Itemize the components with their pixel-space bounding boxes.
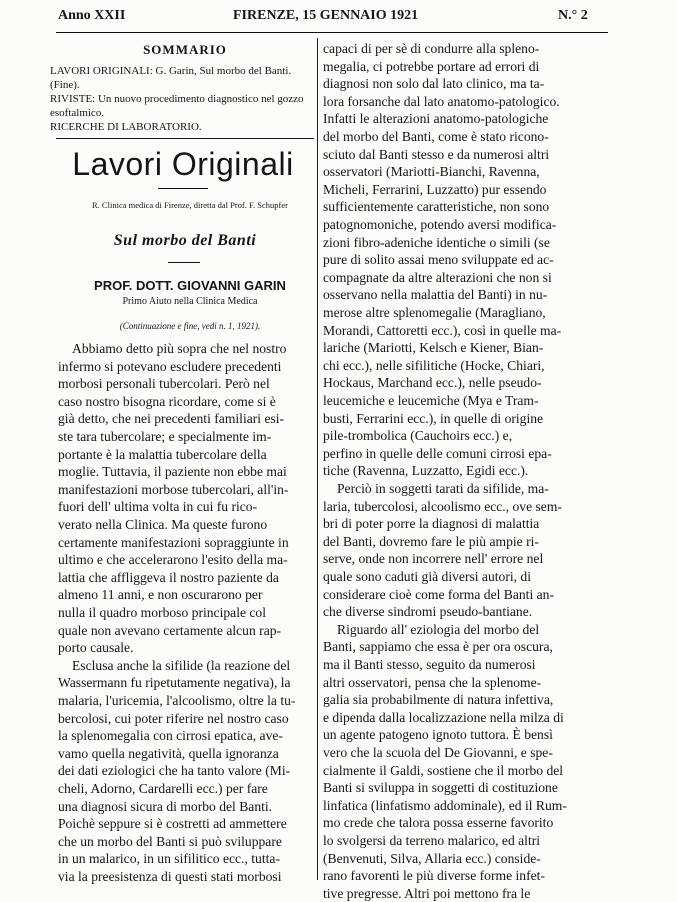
text-line: merose altre splenomegalie (Maragliano, bbox=[323, 305, 546, 320]
text-line: ma il Banti stesso, seguito da numerosi bbox=[323, 657, 536, 672]
text-line: vero che la scuola del De Giovanni, e spe- bbox=[323, 745, 553, 760]
text-line: Perciò in soggetti tarati da sifilide, ma- bbox=[337, 481, 549, 496]
sommario-entry-2: RIVISTE: Un nuovo procedimento diagnostico nel gozzo esoftalmico. bbox=[50, 93, 304, 119]
header-date: FIRENZE, 15 GENNAIO 1921 bbox=[233, 8, 419, 23]
text-line: la splenomegalia con cirrosi epatica, ave- bbox=[58, 728, 283, 744]
sommario-entry-3: RICERCHE DI LABORATORIO. bbox=[50, 121, 202, 133]
text-line: e dipenda dalla localizzazione nella milza di bbox=[323, 709, 564, 725]
text-line: ste tara tubercolare; e specialmente im- bbox=[58, 429, 272, 444]
text-line: certamente manifestazioni sopraggiunte in bbox=[58, 534, 289, 550]
text-line: cialmente il Galdi, sostiene che il morbo del bbox=[323, 762, 564, 778]
header-volume: Anno XXII bbox=[58, 8, 126, 23]
clinic-line: R. Clinica medica di Firenze, diretta dal Prof. F. Schupfer bbox=[92, 200, 288, 210]
text-line: Esclusa anche la sifilide (la reazione del bbox=[72, 657, 291, 673]
text-line: manifestazioni morbose tubercolari, all'in- bbox=[58, 481, 289, 497]
text-line: del morbo del Banti, come è stato ricono- bbox=[323, 129, 549, 144]
text-line: ultimo e che accelerarono l'esito della ma- bbox=[58, 552, 288, 568]
text-line: una diagnosi sicura di morbo del Banti. bbox=[58, 798, 273, 814]
text-line: rano favorenti le più diverse forme infet- bbox=[323, 868, 545, 884]
text-line: Wassermann fu ripetutamente negativa), la bbox=[58, 675, 291, 691]
text-line: un agente patogeno ignoto tuttora. È bensì bbox=[323, 727, 553, 743]
text-line: linfatica (linfatismo addominale), ed il Rum- bbox=[323, 797, 567, 813]
column-divider bbox=[317, 38, 318, 880]
text-line: bri di poter porre la diagnosi di malattia bbox=[323, 516, 540, 532]
text-line: pile-trombolica (Cauchoirs ecc.) e, bbox=[323, 428, 513, 444]
text-line: patognomoniche, potendo aversi modifica- bbox=[323, 217, 557, 232]
text-line: che un morbo del Banti si può sviluppare bbox=[58, 833, 282, 849]
text-line: Hockaus, Marchand ecc.), nelle pseudo- bbox=[323, 375, 542, 391]
header-rule bbox=[56, 32, 608, 33]
text-line: chi ecc.), nelle sifilitiche (Hocke, Chiari, bbox=[323, 357, 545, 373]
text-line: quale sono caduti già diversi autori, di bbox=[323, 569, 532, 584]
section-title: Lavori Originali bbox=[72, 146, 294, 182]
section-rule bbox=[158, 188, 208, 189]
text-line: megalia, ci potrebbe portare ad errori di bbox=[323, 58, 540, 74]
text-line: (Benvenuti, Silva, Allaria ecc.) conside- bbox=[323, 850, 541, 866]
sommario-entry-1: LAVORI ORIGINALI: G. Garin, Sul morbo del Banti. (Fine). bbox=[50, 65, 292, 91]
text-line: zioni fibro-adeniche identiche o simili (se bbox=[323, 234, 550, 250]
text-line: Abbiamo detto più sopra che nel nostro bbox=[72, 341, 287, 356]
text-line: vamo quella negatività, quella ignoranza bbox=[58, 745, 279, 761]
text-line: infermo si potevano escludere precedenti bbox=[58, 358, 282, 374]
text-line: Micheli, Ferrarini, Luzzatto) pur essendo bbox=[323, 181, 547, 197]
author-role: Primo Aiuto nella Clinica Medica bbox=[122, 296, 258, 307]
text-line: lo svolgersi da terreno malarico, ed altri bbox=[323, 833, 541, 848]
text-line: laria, tubercolosi, alcoolismo ecc., ove sem- bbox=[323, 498, 562, 514]
article-title: Sul morbo del Banti bbox=[113, 232, 257, 249]
text-line: sufficientemente caratteristiche, non sono bbox=[323, 199, 550, 215]
text-line: porto causale. bbox=[58, 640, 134, 656]
text-line: tiche (Ravenna, Luzzatto, Egidi ecc.). bbox=[323, 463, 529, 479]
text-line: mo crede che talora possa esserne favorito bbox=[323, 815, 554, 831]
running-header bbox=[58, 6, 598, 28]
text-line: in un malarico, in un sifilitico ecc., tutta- bbox=[58, 851, 280, 867]
text-line: cheli, Adorno, Cardarelli ecc.) per fare bbox=[58, 781, 268, 796]
text-line: moglie. Tuttavia, il paziente non ebbe mai bbox=[58, 464, 287, 480]
article-author: PROF. DOTT. GIOVANNI GARIN bbox=[94, 278, 286, 293]
text-line: bercolosi, cui poter riferire nel nostro caso bbox=[58, 710, 289, 726]
text-line: dei dati eziologici che ha tanto valore (Mi- bbox=[58, 763, 291, 779]
sommario-rule bbox=[56, 138, 314, 139]
text-line: che diverse sindromi pseudo-bantiane. bbox=[323, 604, 533, 620]
title-rule bbox=[168, 262, 200, 263]
text-line: pure di solito assai meno sviluppate ed ac- bbox=[323, 252, 554, 268]
text-line: via la preesistenza di questi stati morbosi bbox=[58, 869, 282, 884]
text-line: quale non avevano certamente alcun rap- bbox=[58, 622, 282, 638]
text-line: Infatti le alterazioni anatomo-patologiche bbox=[323, 111, 549, 127]
text-line: leucemiche e leucemiche (Mya e Tram- bbox=[323, 393, 539, 408]
text-line: compagnate da altre alterazioni che non si bbox=[323, 269, 552, 285]
text-line: verato nella Clinica. Ma queste furono bbox=[58, 517, 268, 532]
text-line: osservatori (Mariotti-Bianchi, Ravenna, bbox=[323, 164, 540, 180]
text-line: Morandi, Cattoretti ecc.), così in quelle ma- bbox=[323, 322, 562, 338]
text-line: osservano nella malattia del Banti) in nu- bbox=[323, 287, 548, 303]
text-line: lora forsanche dal lato anatomo-patologico. bbox=[323, 93, 560, 109]
text-line: capaci di per sè di condurre alla spleno- bbox=[323, 41, 540, 56]
text-line: altri osservatori, pensa che la splenome- bbox=[323, 674, 542, 690]
text-line: tive pregresse. Altri poi mettono fra le bbox=[323, 885, 531, 901]
text-line: galia sia probabilmente di natura infettiva, bbox=[323, 692, 554, 708]
text-line: almeno 11 anni, e non oscurarono per bbox=[58, 587, 263, 603]
sommario-title: SOMMARIO bbox=[143, 42, 227, 57]
header-issue: N.° 2 bbox=[558, 8, 588, 23]
text-line: perfino in quelle delle comuni cirrosi epa- bbox=[323, 445, 552, 461]
text-line: morbosi personali tubercolari. Però nel bbox=[58, 376, 270, 392]
text-line: sciuto dal Banti stesso e da numerosi altri bbox=[323, 146, 550, 162]
text-line: lattia che affliggeva il nostro paziente da bbox=[58, 569, 279, 585]
text-line: già detto, che nei precedenti familiari esi- bbox=[58, 411, 285, 427]
text-line: serve, onde non incorrere nell' errore nel bbox=[323, 551, 544, 567]
text-line: malaria, l'uricemia, l'alcoolismo, oltre la tu- bbox=[58, 693, 296, 708]
text-line: Riguardo all' eziologia del morbo del bbox=[337, 621, 540, 637]
text-line: nulla il quadro morboso principale col bbox=[58, 605, 267, 620]
text-line: Poichè seppure si è costretti ad ammettere bbox=[58, 816, 287, 832]
continuation-note: (Continuazione e fine, vedi n. 1, 1921). bbox=[119, 321, 261, 331]
text-line: fuori dell' ultima volta in cui fu rico- bbox=[58, 499, 258, 515]
text-line: lariche (Mariotti, Kelsch e Kiener, Bian- bbox=[323, 340, 544, 356]
text-line: Banti, sappiamo che essa è per ora oscura, bbox=[323, 639, 553, 655]
text-line: caso nostro bisogna ricordare, come si è bbox=[58, 393, 276, 409]
text-line: portante è la malattia tubercolare della bbox=[58, 446, 267, 462]
text-line: busti, Ferrarini ecc.), in quelle di origine bbox=[323, 410, 544, 426]
text-line: considerare cioè come forma del Banti an- bbox=[323, 586, 554, 602]
text-line: del Banti, dovremo fare le più ampie ri- bbox=[323, 533, 539, 549]
text-line: diagnosi non solo dal lato clinico, ma ta- bbox=[323, 76, 545, 92]
text-line: Banti si sviluppa in soggetti di costituzione bbox=[323, 780, 558, 796]
